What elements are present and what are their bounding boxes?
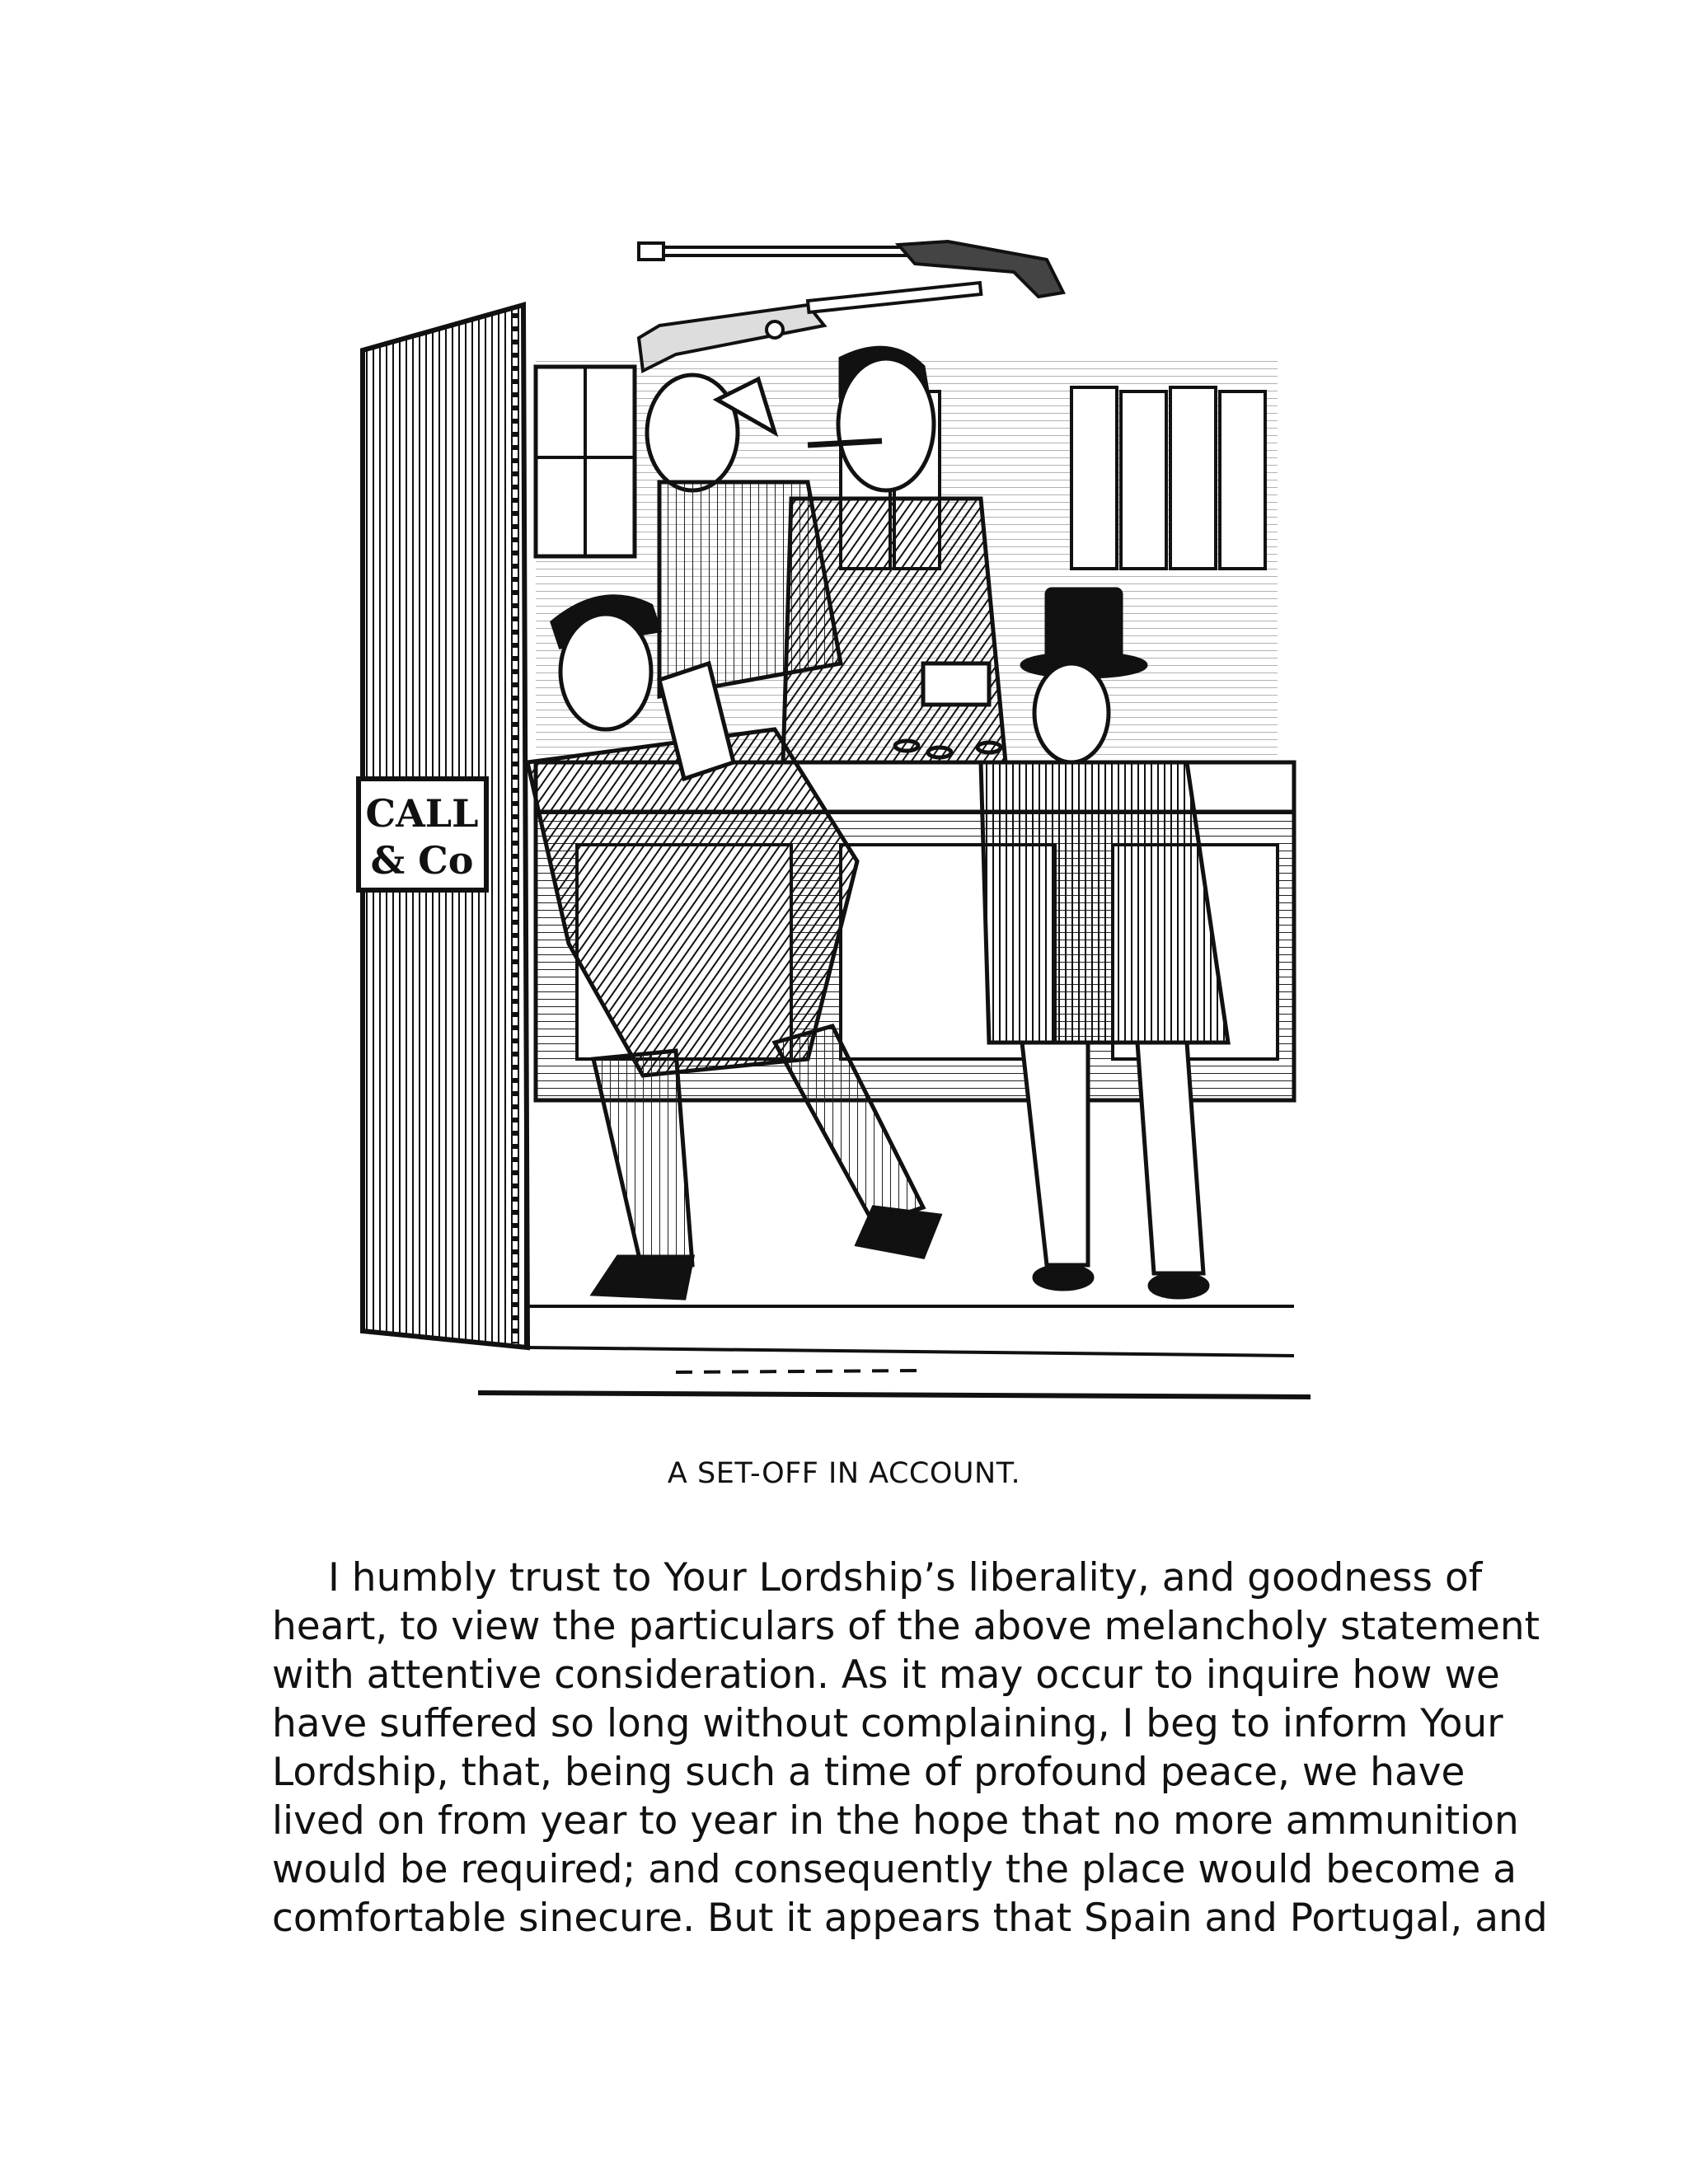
body-paragraph <box>272 1554 1548 1943</box>
paragraph-line: heart, to view the particulars of the above melancholy statement <box>272 1604 1540 1649</box>
paragraph-line: Lordship, that, being such a time of profound peace, we have <box>272 1750 1465 1795</box>
floor <box>478 1306 1311 1397</box>
engraving-drawing <box>346 235 1311 1405</box>
paragraph-line: with attentive consideration. As it may occur to inquire how we <box>272 1652 1500 1698</box>
paragraph-line: lived on from year to year in the hope that no more ammunition <box>272 1798 1519 1844</box>
rifle-lower <box>639 283 981 371</box>
call-and-co-sign <box>359 779 486 890</box>
figure-caption: A SET-OFF IN ACCOUNT. <box>667 1457 1021 1490</box>
engraving-illustration <box>346 235 1311 1405</box>
sign-text-1: CALL <box>365 791 479 836</box>
paragraph-line: have suffered so long without complaining, I beg to inform Your <box>272 1701 1503 1746</box>
paragraph-line: I humbly trust to Your Lordship’s liberality, and goodness of <box>328 1555 1483 1601</box>
rifle-upper <box>639 241 1063 297</box>
sign-text-2: & Co <box>370 838 474 883</box>
paragraph-line: comfortable sinecure. But it appears that Spain and Portugal, and <box>272 1896 1548 1941</box>
paragraph-line: would be required; and consequently the place would become a <box>272 1847 1517 1892</box>
